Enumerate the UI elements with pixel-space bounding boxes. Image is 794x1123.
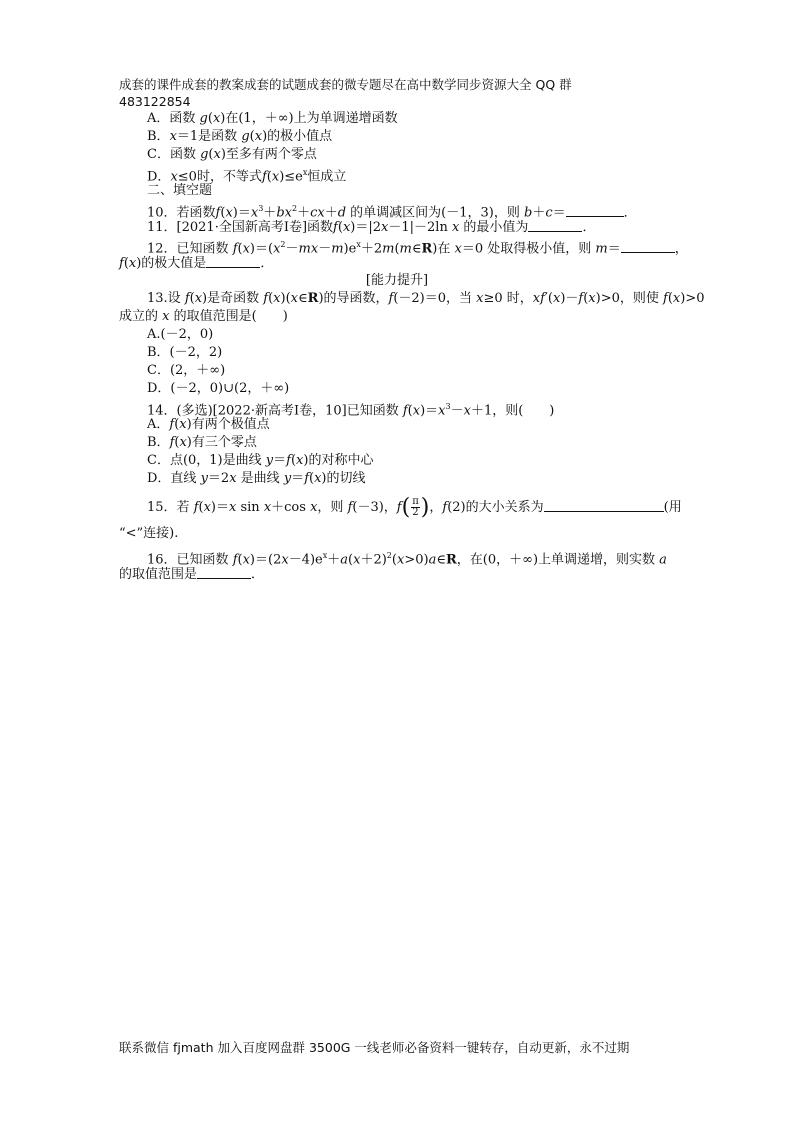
- q14-option-d: D．直线 y＝2x 是曲线 y＝f(x)的切线: [147, 471, 366, 486]
- footer-ad-line: 联系微信 fjmath 加入百度网盘群 3500G 一线老师必备资料一键转存，自动更新，永不过期: [119, 1040, 630, 1055]
- q14-option-a: A．f(x)有两个极值点: [147, 417, 270, 432]
- question-14: 14．(多选)[2022·新高考Ⅰ卷，10]已知函数 $f(x)=x^3-x+1$，则( ): [147, 402, 555, 419]
- option-d: D．x≤0时，不等式$f(x)\le e^x$恒成立: [147, 168, 347, 185]
- header-qq-number: 483122854: [119, 94, 191, 109]
- q13-option-d: D．(－2，0)∪(2，＋∞): [147, 381, 290, 396]
- section-heading-fill-blank: 二、填空题: [147, 183, 213, 198]
- answer-blank[interactable]: [528, 218, 582, 232]
- answer-blank[interactable]: [544, 498, 664, 512]
- question-15-cont: “<”连接).: [119, 526, 179, 541]
- option-c: C．函数 g(x)至多有两个零点: [147, 147, 317, 162]
- answer-blank[interactable]: [197, 565, 251, 579]
- q13-option-a: A.(－2，0): [147, 327, 214, 342]
- header-ad-line: 成套的课件成套的教案成套的试题成套的微专题尽在高中数学同步资源大全 QQ 群: [119, 77, 572, 92]
- question-12: 12．已知函数 $f(x)=(x^2-mx-m)e^x+2m(m\in R)$在 x＝0 处取得极小值，则 m＝ ，: [147, 240, 688, 257]
- q13-option-b: B．(－2，2): [147, 345, 223, 360]
- option-b: B．x＝1是函数 g(x)的极小值点: [147, 129, 333, 144]
- answer-blank[interactable]: [206, 254, 260, 268]
- q13-option-c: C．(2，＋∞): [147, 363, 226, 378]
- answer-blank[interactable]: [566, 203, 624, 217]
- question-13-cont: 成立的 x 的取值范围是( ): [119, 309, 288, 324]
- question-11: 11．[2021·全国新高考Ⅰ卷]函数f(x)＝|2x－1|－2ln x 的最小值为 ．: [147, 220, 596, 235]
- question-10: 10．若函数$f(x)=x^3+bx^2+cx+d$ 的单调减区间为(－1，3)，则 b＋c＝ ．: [147, 204, 637, 221]
- answer-blank[interactable]: [621, 239, 675, 253]
- question-13: 13.设 f(x)是奇函数 f(x)(x∈R)的导函数，f(－2)＝0，当 x≥0 时，xf′(x)－f(x)>0，则使 f(x)>0: [147, 291, 705, 306]
- question-15: 15．若 f(x)＝x sin x＋cos x，则 f(－3)，f( $\frac{\pi}{2}$ )，f(2)的大小关系为 (用: [147, 495, 682, 520]
- question-16: 16．已知函数 $f(x)=(2x-4)e^x+a(x+2)^2(x>0)a\in R$，在(0，＋∞)上单调递增，则实数 a: [147, 551, 667, 568]
- q14-option-b: B．f(x)有三个零点: [147, 435, 257, 450]
- fraction-pi-over-2: $\frac{\pi}{2}$: [412, 496, 419, 518]
- section-heading-ability: [能力提升]: [365, 273, 429, 288]
- question-16-cont: 的取值范围是 ．: [119, 567, 265, 582]
- q14-option-c: C．点(0，1)是曲线 y＝f(x)的对称中心: [147, 453, 374, 468]
- question-12-cont: f(x)的极大值是 ．: [119, 256, 274, 271]
- option-a: A．函数 g(x)在(1，＋∞)上为单调递增函数: [147, 111, 398, 126]
